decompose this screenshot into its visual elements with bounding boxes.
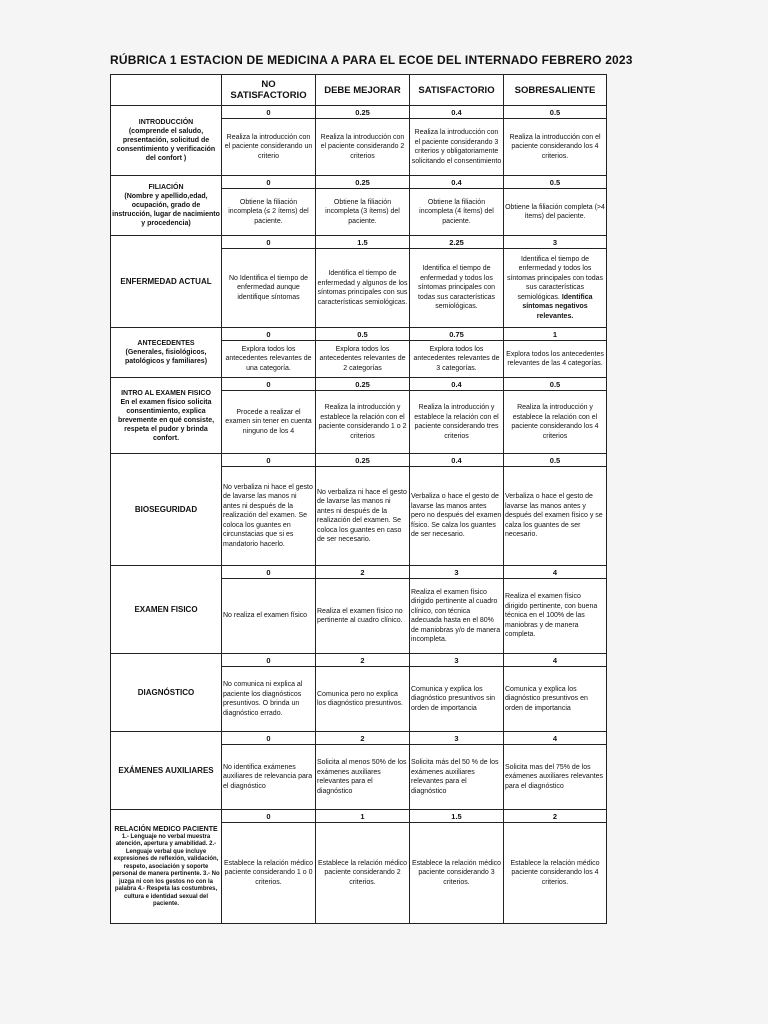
descriptor-text: Establece la relación médico paciente considerando 1 o 0 criterios. (223, 859, 314, 886)
score-debe-mejorar: 2 (316, 732, 410, 745)
descriptor-text: Establece la relación médico paciente considerando 2 criterios. (317, 859, 408, 886)
descriptor-text: Realiza la introducción y establece la relación con el paciente considerando tres criterios (414, 404, 499, 440)
descriptor-text: No verbaliza ni hace el gesto de lavarse las manos ni antes ni después de la realización del examen. Se coloca los guantes en circunstacias que si es mandatorio hacerlo. (223, 483, 313, 548)
descriptor-satisfactorio (410, 249, 504, 328)
score-debe-mejorar: 0.25 (316, 106, 410, 119)
descriptor-text: Establece la relación médico paciente considerando 3 criterios. (411, 859, 502, 886)
score-sobresaliente: 4 (504, 566, 607, 579)
descriptor-text: Comunica y explica los diagnóstico presuntivos en orden de importancia (505, 685, 588, 712)
score-row-introduccion (111, 106, 607, 119)
score-debe-mejorar: 1 (316, 810, 410, 823)
descriptor-sobresaliente (504, 467, 607, 566)
descriptor-text: Realiza el examen físico dirigido pertinente al cuadro clínico, con técnica adecuada hasta en el 80% de maniobras y/o de manera incompleta. (411, 588, 501, 643)
criterion-description: (Generales, fisiológicos, patológicos y familiares) (124, 349, 208, 365)
descriptor-text: Realiza la introducción con el paciente considerando los 4 criterios. (509, 133, 601, 160)
descriptor-text: Realiza el examen físico no pertinente al cuadro clínico. (317, 607, 403, 624)
score-debe-mejorar: 0.5 (316, 328, 410, 341)
criterion-name: INTRODUCCIÓN (138, 119, 194, 126)
score-row-bioseguridad (111, 454, 607, 467)
score-sobresaliente: 3 (504, 236, 607, 249)
descriptor-debe-mejorar (316, 467, 410, 566)
header-no-satisfactorio: NO SATISFACTORIO (222, 75, 316, 106)
score-debe-mejorar: 0.25 (316, 454, 410, 467)
descriptor-sobresaliente (504, 189, 607, 236)
header-sobresaliente: SOBRESALIENTE (504, 75, 607, 106)
score-satisfactorio: 3 (410, 566, 504, 579)
score-satisfactorio: 1.5 (410, 810, 504, 823)
score-satisfactorio: 0.4 (410, 106, 504, 119)
criterion-cell-examen-fisico (111, 566, 222, 654)
descriptor-debe-mejorar (316, 667, 410, 732)
descriptor-satisfactorio (410, 667, 504, 732)
score-satisfactorio: 3 (410, 654, 504, 667)
criterion-cell-relacion-medico-paciente (111, 810, 222, 924)
rubric-body (111, 106, 607, 924)
descriptor-debe-mejorar (316, 341, 410, 378)
score-satisfactorio: 2.25 (410, 236, 504, 249)
score-debe-mejorar: 1.5 (316, 236, 410, 249)
score-debe-mejorar: 2 (316, 654, 410, 667)
score-debe-mejorar: 0.25 (316, 176, 410, 189)
descriptor-text: No Identifica el tiempo de enfermedad aunque identifique síntomas (229, 274, 308, 301)
descriptor-text: Identifica el tiempo de enfermedad y algunos de los síntomas principales con sus características semiológicas. (317, 270, 408, 306)
descriptor-debe-mejorar (316, 579, 410, 654)
criterion-name: EXÁMENES AUXILIARES (118, 766, 214, 775)
score-satisfactorio: 0.4 (410, 176, 504, 189)
score-debe-mejorar: 0.25 (316, 378, 410, 391)
criterion-name: ENFERMEDAD ACTUAL (120, 277, 212, 286)
descriptor-text: Solicita al menos 50% de los exámenes auxiliares relevantes para el diagnóstico (317, 759, 407, 795)
descriptor-sobresaliente (504, 579, 607, 654)
descriptor-debe-mejorar (316, 119, 410, 176)
descriptor-text: No identifica exámenes auxiliares de relevancia para el diagnóstico (223, 763, 313, 790)
descriptor-sobresaliente (504, 823, 607, 924)
score-no-satisfactorio: 0 (222, 176, 316, 189)
criterion-name: EXAMEN FISICO (134, 605, 198, 614)
descriptor-no-satisfactorio (222, 745, 316, 810)
descriptor-no-satisfactorio (222, 119, 316, 176)
score-sobresaliente: 1 (504, 328, 607, 341)
score-sobresaliente: 2 (504, 810, 607, 823)
criterion-cell-introduccion (111, 106, 222, 176)
criterion-name: BIOSEGURIDAD (134, 505, 198, 514)
descriptor-text: Explora todos los antecedentes relevantes de las 4 categorías. (506, 350, 604, 367)
criterion-description: 1.- Lenguaje no verbal muestra atención, apertura y amabilidad. 2.- Lenguaje verbal que incluye expresiones de reflexión, validación, respeto, asociación y soporte personal de manera pertinente. 3.- No juzga ni con los gestos no con la palabra 4.- Respeta las costumbres, cultura e identidad sexual del paciente. (112, 833, 220, 907)
criterion-description: En el examen físico solicita consentimiento, explica brevemente en qué consiste, respeta el pudor y brinda confort. (117, 398, 215, 442)
descriptor-text: Obtiene la filiación incompleta (4 ítems) del paciente. (419, 198, 494, 225)
descriptor-debe-mejorar (316, 745, 410, 810)
descriptor-debe-mejorar (316, 249, 410, 328)
header-debe-mejorar: DEBE MEJORAR (316, 75, 410, 106)
score-no-satisfactorio: 0 (222, 654, 316, 667)
descriptor-text: Realiza la introducción y establece la relación con el paciente considerando 1 o 2 criterios (318, 404, 407, 440)
rubric-table (110, 74, 607, 924)
score-satisfactorio: 0.75 (410, 328, 504, 341)
descriptor-sobresaliente (504, 341, 607, 378)
descriptor-no-satisfactorio (222, 467, 316, 566)
criterion-cell-enfermedad-actual (111, 236, 222, 328)
descriptor-text: Realiza la introducción con el paciente considerando 3 criterios y obligatoriamente solicitando el consentimiento (411, 129, 502, 165)
score-row-enfermedad-actual (111, 236, 607, 249)
score-debe-mejorar: 2 (316, 566, 410, 579)
descriptor-satisfactorio (410, 467, 504, 566)
score-no-satisfactorio: 0 (222, 732, 316, 745)
descriptor-no-satisfactorio (222, 249, 316, 328)
descriptor-text: No verbaliza ni hace el gesto de lavarse las manos ni antes ni después de la realización del examen. Se coloca los guantes en caso de ser necesario. (317, 488, 407, 543)
descriptor-text: No comunica ni explica al paciente los diagnósticos presuntivos. O brinda un diagnóstico errado. (223, 681, 303, 717)
descriptor-satisfactorio (410, 823, 504, 924)
criterion-cell-antecedentes (111, 328, 222, 378)
descriptor-sobresaliente (504, 119, 607, 176)
criterion-description: (Nombre y apellido,edad, ocupación, grado de instrucción, lugar de nacimiento y procedencia) (112, 193, 220, 227)
score-sobresaliente: 4 (504, 732, 607, 745)
descriptor-text: Explora todos los antecedentes relevantes de 3 categorías. (413, 345, 500, 372)
descriptor-text: Solicita mas del 75% de los exámenes auxiliares relevantes para el diagnóstico (505, 763, 604, 790)
criterion-name: ANTECEDENTES (137, 340, 195, 347)
score-row-examenes-auxiliares (111, 732, 607, 745)
score-sobresaliente: 0.5 (504, 106, 607, 119)
criterion-cell-examenes-auxiliares (111, 732, 222, 810)
descriptor-text: Realiza el examen físico dirigido pertinente, con buena técnica en el 100% de las maniobras y de manera completa. (505, 593, 598, 639)
descriptor-text: Realiza la introducción con el paciente considerando 2 criterios (320, 133, 405, 160)
score-no-satisfactorio: 0 (222, 566, 316, 579)
descriptor-no-satisfactorio (222, 391, 316, 454)
descriptor-text: Comunica pero no explica los diagnóstico presuntivos. (317, 690, 403, 707)
descriptor-text: Obtiene la filiación incompleta (3 ítems) del paciente. (325, 198, 400, 225)
score-sobresaliente: 0.5 (504, 176, 607, 189)
descriptor-text: Obtiene la filiación completa (>4 ítems) del paciente. (505, 203, 605, 220)
descriptor-debe-mejorar (316, 189, 410, 236)
criterion-cell-filiacion (111, 176, 222, 236)
score-no-satisfactorio: 0 (222, 454, 316, 467)
criterion-cell-diagnostico (111, 654, 222, 732)
score-row-filiacion (111, 176, 607, 189)
score-satisfactorio: 0.4 (410, 378, 504, 391)
score-sobresaliente: 0.5 (504, 454, 607, 467)
descriptor-text: Identifica el tiempo de enfermedad y todos los síntomas principales con todas sus características semiológicas. (417, 265, 496, 311)
descriptor-no-satisfactorio (222, 341, 316, 378)
criterion-name: INTRO AL EXAMEN FISICO (121, 389, 211, 397)
descriptor-text: Explora todos los antecedentes relevantes de una categoría. (225, 345, 312, 372)
descriptor-text: Identifica el tiempo de enfermedad y todos los síntomas principales con todas sus características semiológicas. (506, 255, 604, 301)
criterion-name: RELACIÓN MEDICO PACIENTE (114, 825, 218, 833)
descriptor-text: Obtiene la filiación incompleta (≤ 2 ítems) del paciente. (228, 198, 309, 225)
criterion-name: FILIACIÓN (148, 184, 184, 191)
descriptor-text: No realiza el examen físico (223, 612, 308, 620)
descriptor-satisfactorio (410, 579, 504, 654)
score-row-diagnostico (111, 654, 607, 667)
descriptor-text: Verbaliza o hace el gesto de lavarse las manos antes pero no después del examen físico. Se calza los guantes de ser necesario. (411, 493, 502, 539)
descriptor-satisfactorio (410, 391, 504, 454)
descriptor-debe-mejorar (316, 823, 410, 924)
score-row-intro-examen-fisico (111, 378, 607, 391)
score-row-relacion-medico-paciente (111, 810, 607, 823)
score-no-satisfactorio: 0 (222, 328, 316, 341)
descriptor-sobresaliente (504, 391, 607, 454)
score-no-satisfactorio: 0 (222, 106, 316, 119)
descriptor-satisfactorio (410, 745, 504, 810)
criterion-name: DIAGNÓSTICO (137, 688, 195, 697)
descriptor-debe-mejorar (316, 391, 410, 454)
criterion-cell-intro-examen-fisico (111, 378, 222, 454)
descriptor-no-satisfactorio (222, 823, 316, 924)
descriptor-text: Verbaliza o hace el gesto de lavarse las manos antes y después del examen físico y se calza los guantes de ser necesario. (505, 493, 603, 539)
descriptor-sobresaliente (504, 667, 607, 732)
score-sobresaliente: 0.5 (504, 378, 607, 391)
descriptor-text: Realiza la introducción y establece la relación con el paciente considerando los 4 criterios (511, 404, 599, 440)
criterion-description: (comprende el saludo, presentación, solicitud de consentimiento y verificación del confort ) (116, 128, 216, 162)
header-empty-cell (111, 75, 222, 106)
descriptor-text: Solicita más del 50 % de los exámenes auxiliares relevantes para el diagnóstico (411, 759, 499, 795)
descriptor-no-satisfactorio (222, 667, 316, 732)
descriptor-satisfactorio (410, 119, 504, 176)
score-no-satisfactorio: 0 (222, 236, 316, 249)
header-row (111, 75, 607, 106)
descriptor-sobresaliente (504, 745, 607, 810)
document-title: RÚBRICA 1 ESTACION DE MEDICINA A PARA EL ECOE DEL INTERNADO FEBRERO 2023 (110, 53, 633, 67)
descriptor-sobresaliente (504, 249, 607, 328)
descriptor-bold-text: Identifica síntomas negativos relevantes. (522, 293, 593, 320)
descriptor-no-satisfactorio (222, 579, 316, 654)
score-row-antecedentes (111, 328, 607, 341)
score-satisfactorio: 0.4 (410, 454, 504, 467)
header-satisfactorio: SATISFACTORIO (410, 75, 504, 106)
descriptor-text: Procede a realizar el examen sin tener en cuenta ninguno de los 4 (225, 408, 312, 435)
score-sobresaliente: 4 (504, 654, 607, 667)
score-no-satisfactorio: 0 (222, 378, 316, 391)
score-no-satisfactorio: 0 (222, 810, 316, 823)
score-satisfactorio: 3 (410, 732, 504, 745)
descriptor-no-satisfactorio (222, 189, 316, 236)
descriptor-text: Comunica y explica los diagnóstico presuntivos sin orden de importancia (411, 685, 496, 712)
criterion-cell-bioseguridad (111, 454, 222, 566)
descriptor-satisfactorio (410, 341, 504, 378)
descriptor-satisfactorio (410, 189, 504, 236)
score-row-examen-fisico (111, 566, 607, 579)
descriptor-text: Establece la relación médico paciente considerando los 4 criterios. (510, 859, 600, 886)
descriptor-text: Realiza la introducción con el paciente considerando un criterio (224, 133, 313, 160)
descriptor-text: Explora todos los antecedentes relevantes de 2 categorías (319, 345, 406, 372)
